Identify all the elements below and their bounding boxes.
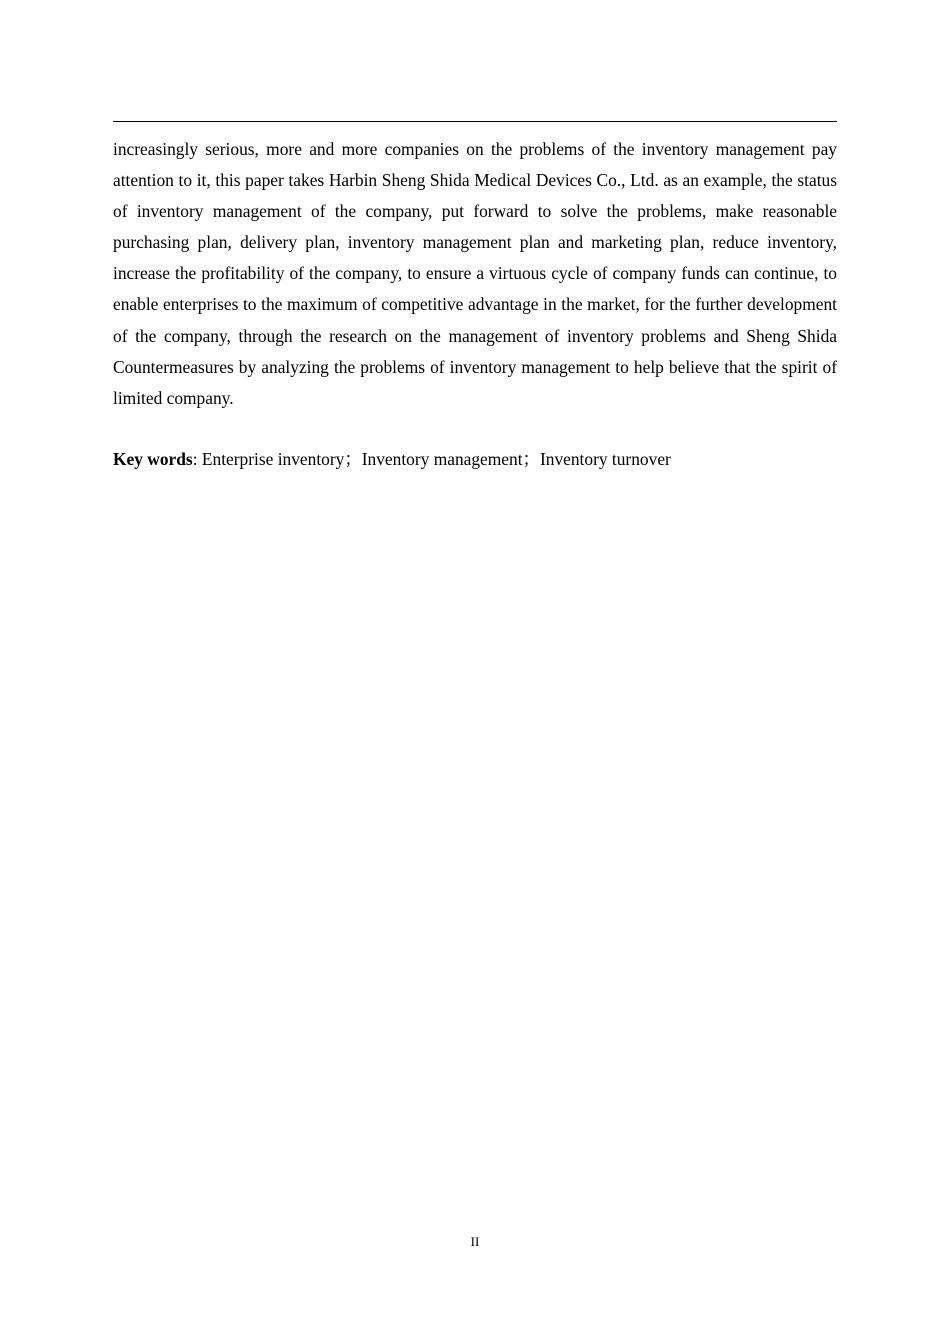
keywords-line [113, 444, 837, 475]
page-number: II [470, 1234, 480, 1249]
keyword-item: Inventory management； [361, 449, 540, 469]
keyword-item: Enterprise inventory； [201, 449, 362, 469]
keyword-item: Inventory turnover [539, 449, 671, 469]
keywords-label: Key words [113, 449, 193, 469]
keywords-separator: : [192, 449, 202, 469]
header-rule [113, 121, 837, 122]
abstract-paragraph: increasingly serious, more and more companies on the problems of the inventory management pay attention to it, this paper takes Harbin Sheng Shida Medical Devices Co., Ltd. as an example, the status of inventory management of the company, put forward to solve the problems, make reasonable purchasing plan, delivery plan, inventory management plan and marketing plan, reduce inventory, increase the profitability of the company, to ensure a virtuous cycle of company funds can continue, to enable enterprises to the maximum of competitive advantage in the market, for the further development of the company, through the research on the management of inventory problems and Sheng Shida Countermeasures by analyzing the problems of inventory management to help believe that the spirit of limited company. [113, 139, 837, 408]
